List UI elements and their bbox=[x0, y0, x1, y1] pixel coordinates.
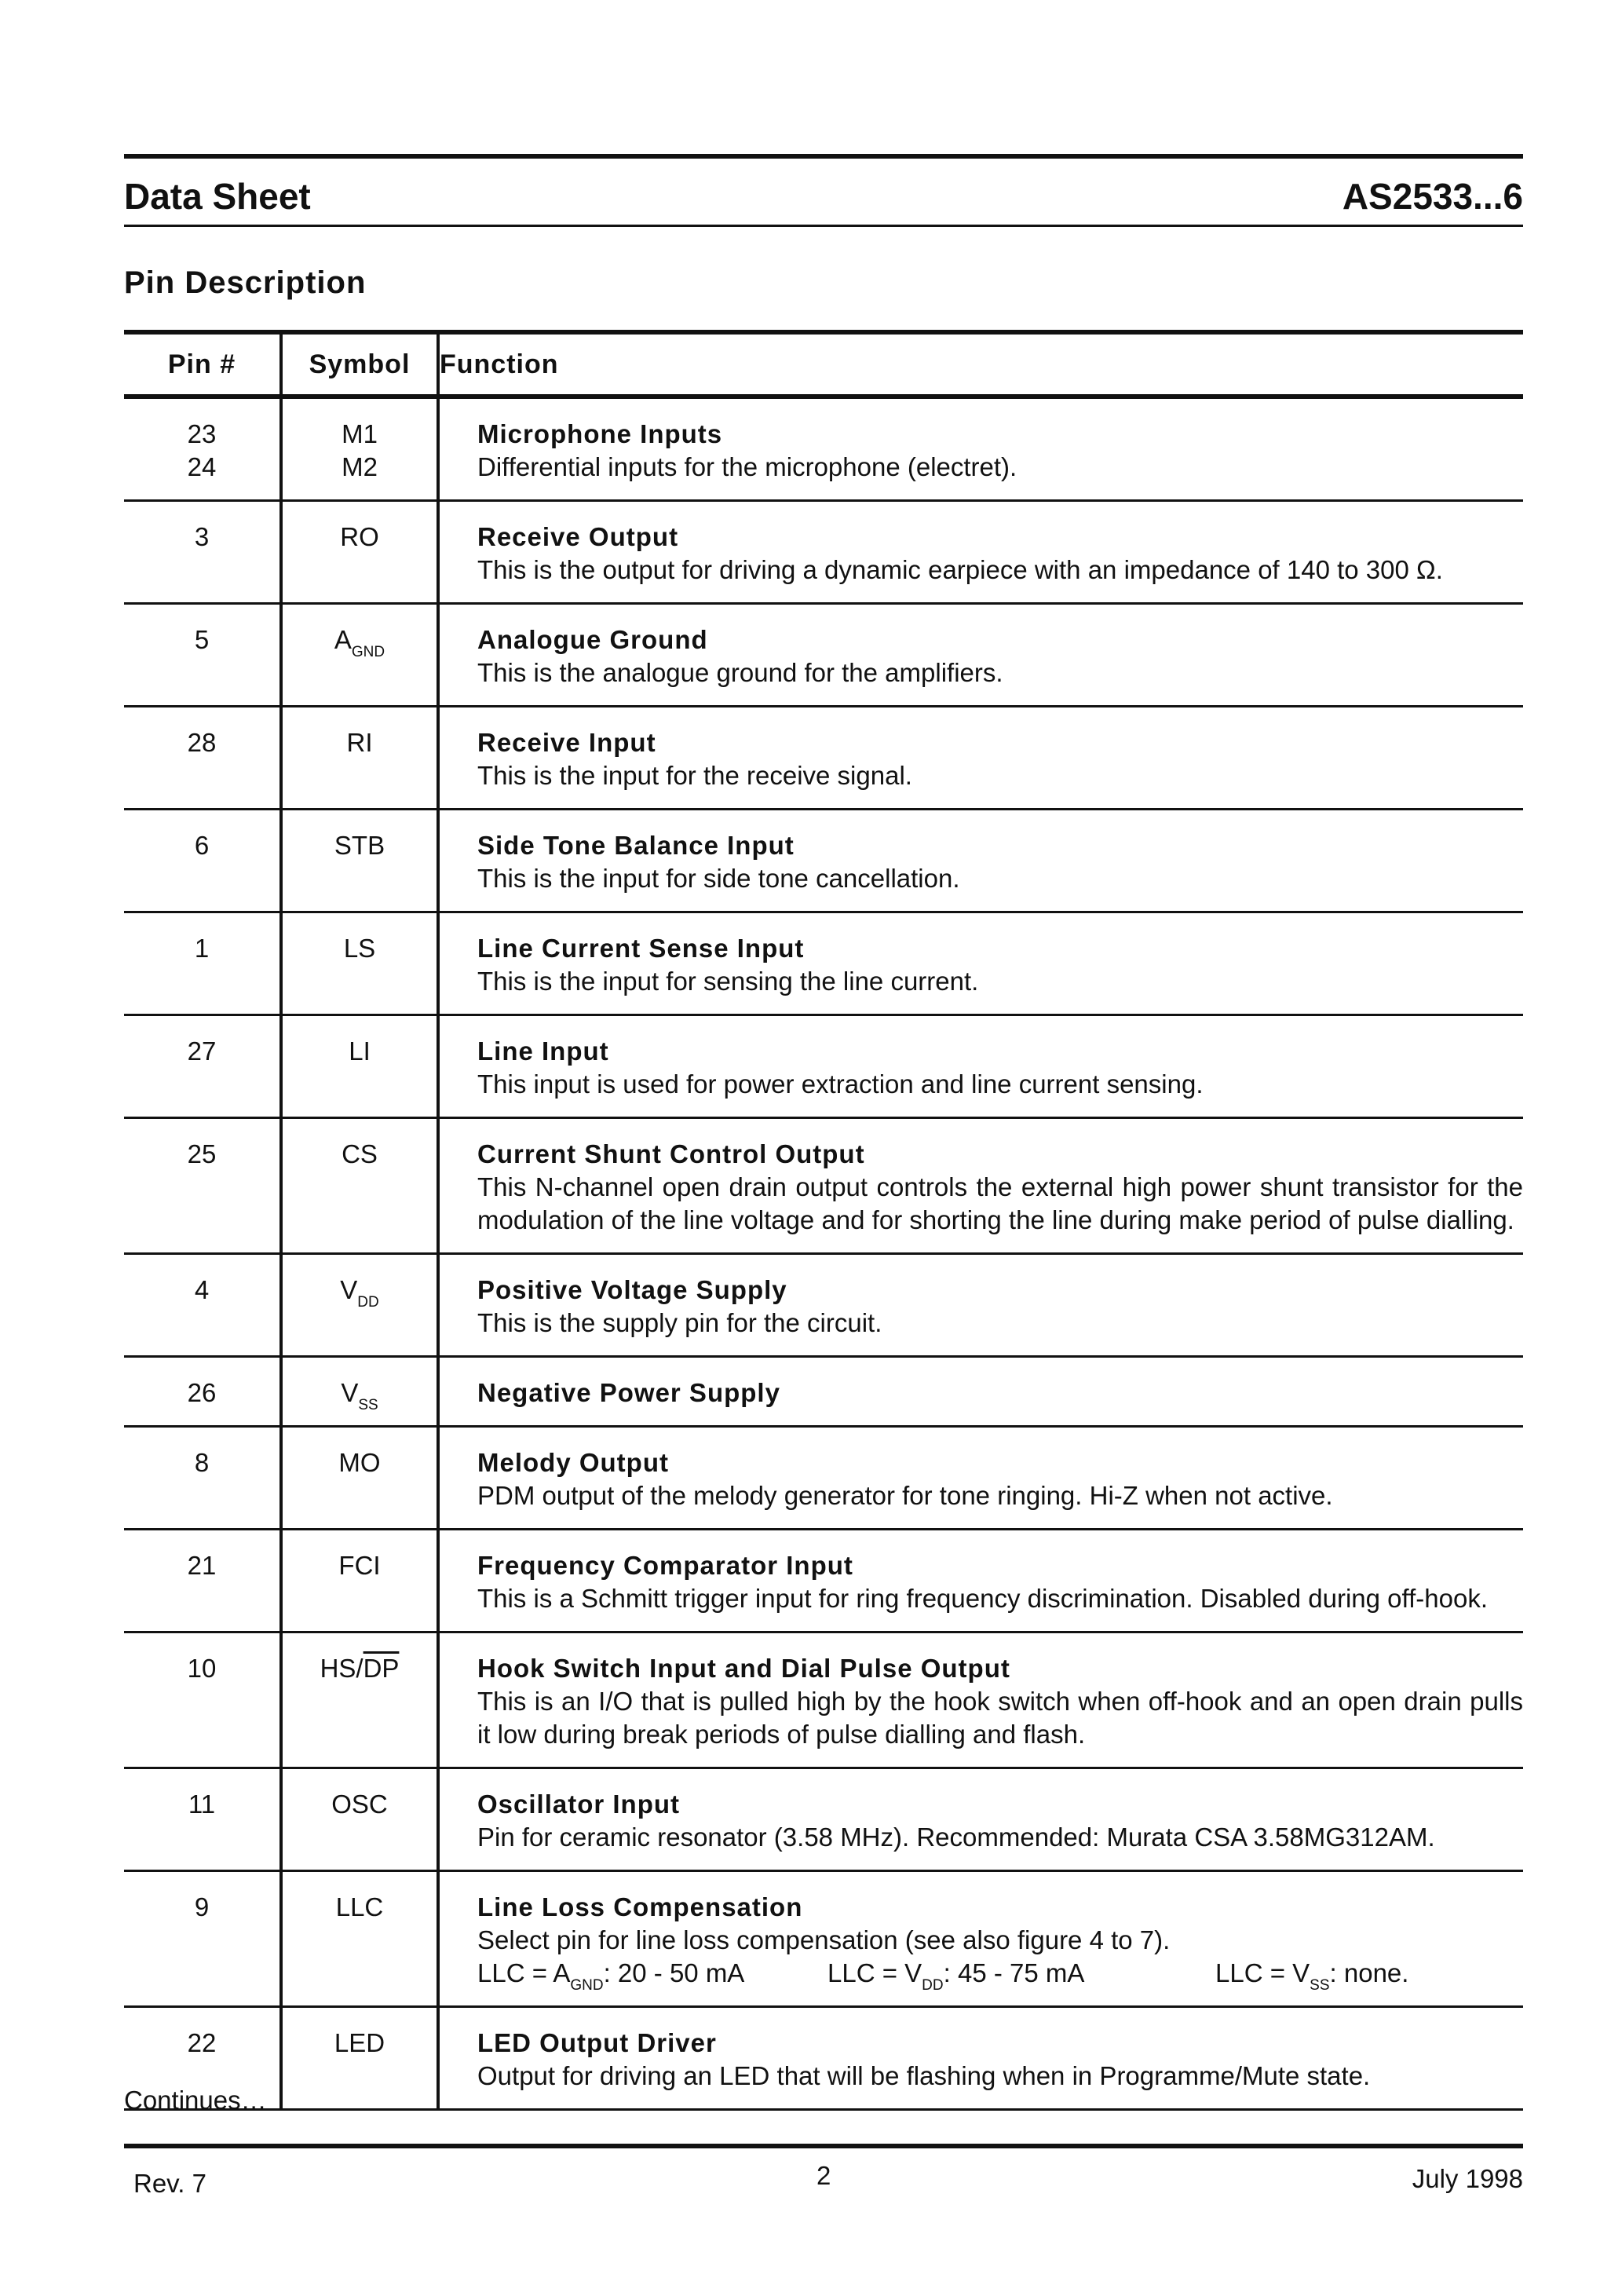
symbol-line bbox=[283, 1274, 437, 1311]
function-title: Melody Output bbox=[477, 1448, 669, 1477]
pin-number: 5 bbox=[194, 625, 210, 654]
symbol-text: CS bbox=[342, 1139, 378, 1168]
llc-option bbox=[477, 1957, 827, 1994]
table-row bbox=[124, 1015, 1523, 1118]
header-pin: Pin # bbox=[124, 332, 281, 397]
function-description: Differential inputs for the microphone (electret). bbox=[477, 452, 1017, 481]
function-title: Frequency Comparator Input bbox=[477, 1551, 853, 1580]
symbol-text: HS/ bbox=[320, 1654, 363, 1683]
symbol-cell bbox=[281, 1871, 438, 2007]
pin-number-cell bbox=[124, 501, 281, 604]
symbol-line bbox=[283, 418, 437, 451]
function-cell bbox=[438, 707, 1523, 810]
symbol-cell bbox=[281, 1357, 438, 1427]
pin-number: 23 bbox=[187, 419, 217, 448]
pin-number-cell bbox=[124, 1118, 281, 1254]
llc-option-value: : 20 - 50 mA bbox=[603, 1958, 745, 1987]
pin-number-cell bbox=[124, 1357, 281, 1427]
symbol-overline-text: $\overline{DP}$ bbox=[363, 1654, 400, 1683]
symbol-line bbox=[283, 623, 437, 660]
symbol-line bbox=[283, 1652, 437, 1685]
section-title: Pin Description bbox=[124, 265, 367, 300]
footer-date: July 1998 bbox=[1412, 2164, 1523, 2193]
symbol-line bbox=[283, 2027, 437, 2060]
symbol-cell bbox=[281, 2007, 438, 2110]
function-title: Line Loss Compensation bbox=[477, 1892, 803, 1921]
function-title: Hook Switch Input and Dial Pulse Output bbox=[477, 1654, 1010, 1683]
pin-number: 10 bbox=[187, 1654, 217, 1683]
function-description: This is the output for driving a dynamic earpiece with an impedance of 140 to 300 Ω. bbox=[477, 555, 1443, 584]
symbol-line bbox=[283, 521, 437, 554]
function-cell bbox=[438, 1118, 1523, 1254]
function-cell bbox=[438, 1015, 1523, 1118]
function-description: This is the analogue ground for the amplifiers. bbox=[477, 658, 1003, 687]
table-row bbox=[124, 397, 1523, 501]
symbol-text: OSC bbox=[331, 1790, 388, 1819]
pin-number: 26 bbox=[187, 1378, 217, 1407]
symbol-text: M2 bbox=[342, 452, 378, 481]
symbol-cell bbox=[281, 1632, 438, 1768]
symbol-line bbox=[283, 1138, 437, 1171]
symbol-line bbox=[283, 1377, 437, 1413]
function-description: This input is used for power extraction and line current sensing. bbox=[477, 1069, 1204, 1099]
header-function: Function bbox=[438, 332, 1523, 397]
symbol-text: RI bbox=[346, 728, 373, 757]
pin-number: 4 bbox=[194, 1275, 210, 1304]
symbol-line bbox=[283, 451, 437, 484]
function-description: This is the supply pin for the circuit. bbox=[477, 1308, 882, 1337]
symbol-line bbox=[283, 1788, 437, 1821]
function-description: This is a Schmitt trigger input for ring frequency discrimination. Disabled during off-hook. bbox=[477, 1584, 1488, 1613]
header-symbol: Symbol bbox=[281, 332, 438, 397]
table-row bbox=[124, 810, 1523, 912]
symbol-line bbox=[283, 1035, 437, 1068]
function-description: This is the input for side tone cancellation. bbox=[477, 864, 960, 893]
symbol-cell bbox=[281, 1768, 438, 1871]
function-description: Pin for ceramic resonator (3.58 MHz). Recommended: Murata CSA 3.58MG312AM. bbox=[477, 1823, 1435, 1852]
llc-option-value: : 45 - 75 mA bbox=[943, 1958, 1085, 1987]
function-title: Current Shunt Control Output bbox=[477, 1139, 865, 1168]
symbol-text: MO bbox=[338, 1448, 381, 1477]
symbol-text: LS bbox=[343, 934, 376, 963]
function-cell bbox=[438, 1768, 1523, 1871]
pin-number-cell bbox=[124, 1530, 281, 1632]
pin-number-cell bbox=[124, 707, 281, 810]
llc-option bbox=[827, 1957, 1215, 1994]
function-description: This is an I/O that is pulled high by the hook switch when off-hook and an open drain pulls it low during break periods of pulse dialling and flash. bbox=[477, 1687, 1523, 1749]
symbol-text: STB bbox=[334, 831, 385, 860]
symbol-cell bbox=[281, 1530, 438, 1632]
header-rule bbox=[124, 154, 1523, 159]
function-description: PDM output of the melody generator for tone ringing. Hi-Z when not active. bbox=[477, 1481, 1333, 1510]
table-row bbox=[124, 707, 1523, 810]
symbol-text: LED bbox=[334, 2028, 385, 2057]
table-row bbox=[124, 912, 1523, 1015]
pin-number: 27 bbox=[187, 1036, 217, 1066]
symbol-cell bbox=[281, 604, 438, 707]
symbol-text: FCI bbox=[338, 1551, 381, 1580]
pin-description-table bbox=[124, 330, 1523, 2111]
function-title: Line Input bbox=[477, 1036, 609, 1066]
symbol-cell bbox=[281, 501, 438, 604]
symbol-cell bbox=[281, 1254, 438, 1357]
function-title: Receive Input bbox=[477, 728, 656, 757]
pin-number-cell bbox=[124, 1768, 281, 1871]
function-title: Side Tone Balance Input bbox=[477, 831, 795, 860]
llc-option-prefix: LLC = A bbox=[477, 1958, 571, 1987]
pin-number-cell bbox=[124, 912, 281, 1015]
symbol-line bbox=[283, 726, 437, 759]
symbol-cell bbox=[281, 1427, 438, 1530]
function-description: Select pin for line loss compensation (see also figure 4 to 7). bbox=[477, 1925, 1171, 1954]
pin-number-cell bbox=[124, 1015, 281, 1118]
function-cell bbox=[438, 1427, 1523, 1530]
table-header-row bbox=[124, 332, 1523, 397]
function-description: This is the input for sensing the line current. bbox=[477, 967, 979, 996]
continues-note: Continues… bbox=[124, 2086, 267, 2115]
table-row bbox=[124, 2007, 1523, 2110]
function-cell bbox=[438, 397, 1523, 501]
llc-option-prefix: LLC = V bbox=[827, 1958, 922, 1987]
function-cell bbox=[438, 912, 1523, 1015]
symbol-subscript: DD bbox=[357, 1294, 379, 1311]
symbol-subscript: SS bbox=[358, 1397, 378, 1413]
symbol-line bbox=[283, 932, 437, 965]
part-number: AS2533...6 bbox=[1342, 176, 1523, 217]
pin-number-cell bbox=[124, 1871, 281, 2007]
function-title: Receive Output bbox=[477, 522, 679, 551]
table-row bbox=[124, 1871, 1523, 2007]
llc-option bbox=[1215, 1957, 1409, 1994]
doc-title: Data Sheet bbox=[124, 176, 311, 217]
symbol-cell bbox=[281, 912, 438, 1015]
pin-number-cell bbox=[124, 604, 281, 707]
symbol-line bbox=[283, 1549, 437, 1582]
symbol-text: A bbox=[334, 625, 352, 654]
pin-number: 22 bbox=[187, 2028, 217, 2057]
footer-rule bbox=[124, 2144, 1523, 2148]
function-cell bbox=[438, 604, 1523, 707]
footer-revision: Rev. 7 bbox=[133, 2169, 206, 2198]
pin-number: 21 bbox=[187, 1551, 217, 1580]
table-row bbox=[124, 1530, 1523, 1632]
table-body bbox=[124, 397, 1523, 2110]
llc-option-subscript: SS bbox=[1310, 1977, 1330, 1994]
header-underline bbox=[124, 225, 1523, 227]
llc-option-subscript: DD bbox=[922, 1977, 944, 1994]
llc-option-prefix: LLC = V bbox=[1215, 1958, 1310, 1987]
symbol-cell bbox=[281, 1118, 438, 1254]
function-title: Line Current Sense Input bbox=[477, 934, 805, 963]
function-title: Oscillator Input bbox=[477, 1790, 681, 1819]
symbol-cell bbox=[281, 707, 438, 810]
symbol-cell bbox=[281, 810, 438, 912]
table-row bbox=[124, 1357, 1523, 1427]
function-title: Positive Voltage Supply bbox=[477, 1275, 787, 1304]
symbol-text: LLC bbox=[335, 1892, 384, 1921]
function-title: LED Output Driver bbox=[477, 2028, 717, 2057]
pin-number-cell bbox=[124, 397, 281, 501]
table-row bbox=[124, 501, 1523, 604]
table-row bbox=[124, 1632, 1523, 1768]
pin-number-cell bbox=[124, 810, 281, 912]
pin-number: 24 bbox=[187, 452, 217, 481]
function-description: This N-channel open drain output controls the external high power shunt transistor for the modulation of the line voltage and for shorting the line during make period of pulse dialling. bbox=[477, 1172, 1523, 1234]
function-cell bbox=[438, 501, 1523, 604]
symbol-text: RO bbox=[340, 522, 379, 551]
symbol-text: V bbox=[341, 1378, 359, 1407]
pin-number: 6 bbox=[194, 831, 210, 860]
function-cell bbox=[438, 1530, 1523, 1632]
symbol-text: M1 bbox=[342, 419, 378, 448]
function-cell bbox=[438, 1357, 1523, 1427]
pin-number: 25 bbox=[187, 1139, 217, 1168]
function-cell bbox=[438, 1632, 1523, 1768]
symbol-cell bbox=[281, 397, 438, 501]
pin-number-cell bbox=[124, 1632, 281, 1768]
table-row bbox=[124, 1768, 1523, 1871]
pin-number-cell bbox=[124, 1427, 281, 1530]
llc-options-line bbox=[477, 1957, 1523, 1994]
footer-page-number: 2 bbox=[816, 2161, 831, 2190]
symbol-line bbox=[283, 829, 437, 862]
symbol-subscript: GND bbox=[351, 644, 385, 660]
function-cell bbox=[438, 810, 1523, 912]
function-title: Analogue Ground bbox=[477, 625, 708, 654]
pin-number: 8 bbox=[194, 1448, 210, 1477]
pin-number: 1 bbox=[194, 934, 210, 963]
table-row bbox=[124, 1118, 1523, 1254]
symbol-cell bbox=[281, 1015, 438, 1118]
function-cell bbox=[438, 2007, 1523, 2110]
table-row bbox=[124, 604, 1523, 707]
function-cell bbox=[438, 1871, 1523, 2007]
symbol-text: V bbox=[340, 1275, 358, 1304]
symbol-line bbox=[283, 1446, 437, 1479]
function-description: This is the input for the receive signal. bbox=[477, 761, 912, 790]
function-title: Microphone Inputs bbox=[477, 419, 723, 448]
llc-option-subscript: GND bbox=[570, 1977, 604, 1994]
symbol-text: LI bbox=[349, 1036, 371, 1066]
function-cell bbox=[438, 1254, 1523, 1357]
pin-number: 9 bbox=[194, 1892, 210, 1921]
function-description: Output for driving an LED that will be flashing when in Programme/Mute state. bbox=[477, 2061, 1371, 2090]
pin-number: 28 bbox=[187, 728, 217, 757]
pin-number: 11 bbox=[188, 1790, 216, 1819]
table-row bbox=[124, 1254, 1523, 1357]
pin-number-cell bbox=[124, 1254, 281, 1357]
function-title: Negative Power Supply bbox=[477, 1378, 780, 1407]
table-row bbox=[124, 1427, 1523, 1530]
pin-number: 3 bbox=[194, 522, 210, 551]
llc-option-value: : none. bbox=[1329, 1958, 1409, 1987]
symbol-line bbox=[283, 1891, 437, 1924]
